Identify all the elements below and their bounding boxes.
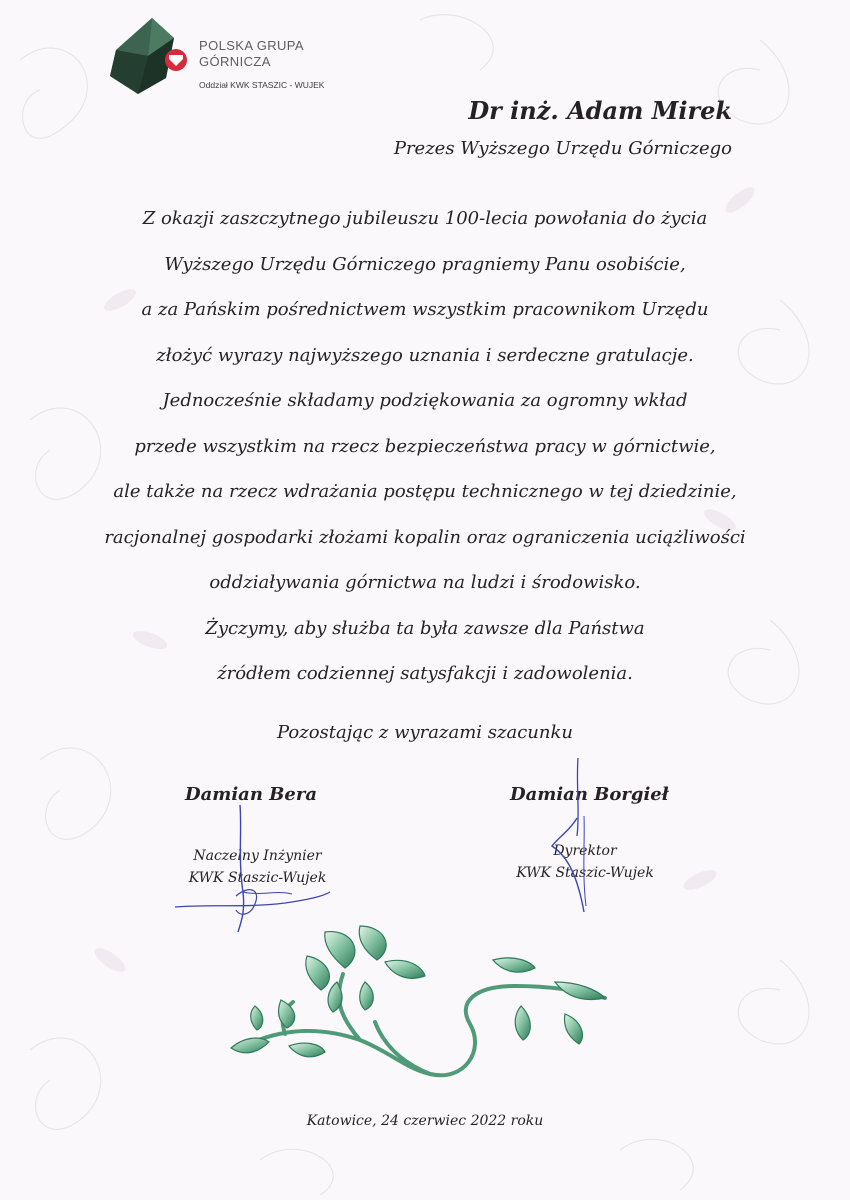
closing-phrase: Pozostając z wyrazami szacunku: [277, 722, 573, 743]
recipient-title: Prezes Wyższego Urzędu Górniczego: [393, 138, 732, 159]
logo-name-line-2: GÓRNICZA: [199, 54, 271, 69]
pgg-mountain-icon: [108, 16, 190, 98]
signatory-1-name: Damian Bera: [185, 784, 317, 805]
body-line: źródłem codziennej satysfakcji i zadowolenia.: [217, 663, 633, 684]
company-logo: [108, 16, 348, 98]
signatory-1-role: Naczelny Inżynier: [193, 848, 322, 864]
body-line: a za Pańskim pośrednictwem wszystkim pracownikom Urzędu: [141, 299, 709, 320]
signatory-2-organization: KWK Staszic-Wujek: [516, 865, 654, 881]
recipient-name: Dr inż. Adam Mirek: [468, 96, 732, 125]
body-line: Życzymy, aby służba ta była zawsze dla Państwa: [205, 617, 645, 639]
body-line: Z okazji zaszczytnego jubileuszu 100-lecia powołania do życia: [142, 208, 708, 229]
body-line: Wyższego Urzędu Górniczego pragniemy Panu osobiście,: [164, 253, 686, 275]
logo-subtitle: Oddział KWK STASZIC - WUJEK: [199, 80, 325, 90]
signatory-1-organization: KWK Staszic-Wujek: [188, 870, 327, 886]
signature-2-image: [540, 756, 610, 916]
body-line: przede wszystkim na rzecz bezpieczeństwa pracy w górnictwie,: [134, 435, 716, 457]
body-line: ale także na rzecz wdrażania postępu technicznego w tej dziedzinie,: [113, 481, 737, 502]
logo-name-line-1: POLSKA GRUPA: [199, 38, 304, 53]
signatory-2-role: Dyrektor: [553, 843, 617, 859]
body-line: racjonalnej gospodarki złożami kopalin oraz ograniczenia uciążliwości: [104, 526, 746, 548]
body-line: oddziaływania górnictwa na ludzi i środowisko.: [209, 572, 641, 593]
floral-ornament: [225, 918, 620, 1098]
letter-body: [70, 196, 780, 697]
body-line: złożyć wyrazy najwyższego uznania i serdeczne gratulacje.: [156, 344, 694, 366]
body-line: Jednocześnie składamy podziękowania za ogromny wkład: [162, 390, 688, 411]
signatory-2-name: Damian Borgieł: [510, 784, 669, 805]
place-and-date: Katowice, 24 czerwiec 2022 roku: [306, 1113, 544, 1129]
